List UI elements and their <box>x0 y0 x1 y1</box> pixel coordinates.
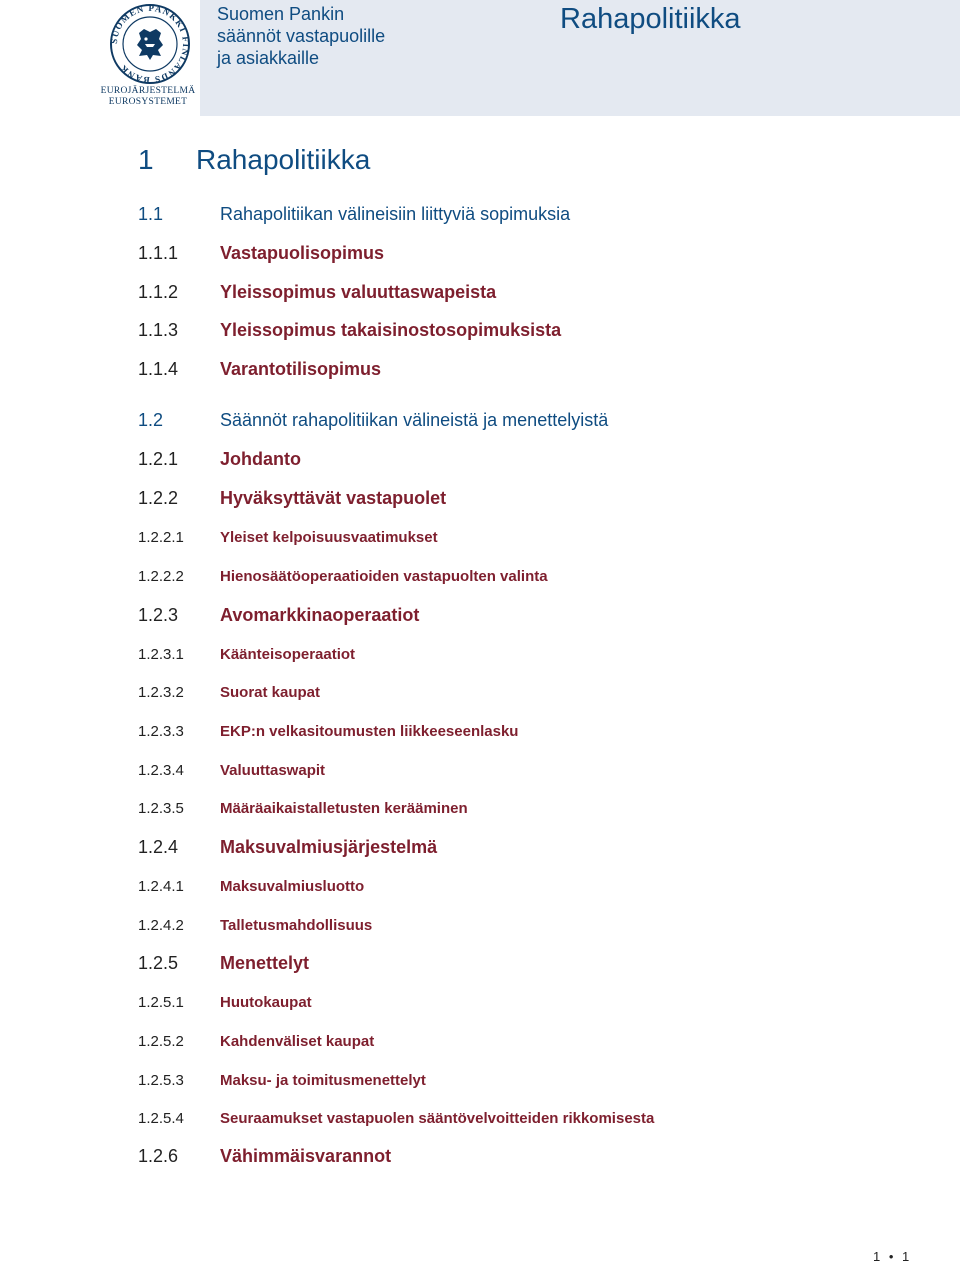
toc-number: 1.2.1 <box>138 449 179 469</box>
toc-title: Talletusmahdollisuus <box>220 917 373 934</box>
toc-number: 1.2.2.1 <box>138 529 184 546</box>
publication-title-line: ja asiakkaille <box>217 48 320 68</box>
toc-title: Johdanto <box>220 449 301 469</box>
toc-title: Käänteisoperaatiot <box>220 646 356 663</box>
toc-number: 1.2.6 <box>138 1146 179 1166</box>
footer-bullet: • <box>888 1249 894 1264</box>
section-name: Rahapolitiikka <box>560 3 741 35</box>
toc-number: 1.2.5.1 <box>138 994 184 1011</box>
toc-number: 1.2.5 <box>138 953 179 973</box>
publication-title-line: Suomen Pankin <box>217 4 345 24</box>
footer-chapter: 1 <box>873 1249 881 1264</box>
page-header <box>0 0 960 116</box>
toc-number: 1.2.5.2 <box>138 1033 184 1050</box>
toc-title: Vastapuolisopimus <box>220 243 385 263</box>
toc-number: 1.2.3 <box>138 605 179 625</box>
toc-number: 1.2.5.4 <box>138 1110 184 1127</box>
toc-title: Yleiset kelpoisuusvaatimukset <box>220 529 438 546</box>
toc-title: Menettelyt <box>220 953 310 973</box>
toc-number: 1 <box>138 144 154 175</box>
publication-title-line: säännöt vastapuolille <box>217 26 386 46</box>
logo-eurosystem-sv: EUROSYSTEMET <box>108 97 188 107</box>
toc-title: Hyväksyttävät vastapuolet <box>220 488 447 508</box>
toc-title: Seuraamukset vastapuolen sääntövelvoitteiden rikkomisesta <box>220 1110 655 1127</box>
toc-title: Vähimmäisvarannot <box>220 1146 392 1166</box>
bank-seal-icon <box>109 3 191 85</box>
page-number <box>873 1249 909 1264</box>
toc-number: 1.2.5.3 <box>138 1072 184 1089</box>
toc-number: 1.2.3.4 <box>138 762 184 779</box>
toc-number: 1.2 <box>138 410 164 430</box>
logo-eurosystem-fi: EUROJÄRJESTELMÄ <box>100 86 196 96</box>
toc-number: 1.2.3.2 <box>138 684 184 701</box>
toc-number: 1.2.4 <box>138 837 179 857</box>
toc-title: Yleissopimus takaisinostosopimuksista <box>220 320 562 340</box>
toc-number: 1.2.3.5 <box>138 800 184 817</box>
toc-title: EKP:n velkasitoumusten liikkeeseenlasku <box>220 723 519 740</box>
toc-title: Yleissopimus valuuttaswapeista <box>220 282 497 302</box>
toc-number: 1.1.4 <box>138 359 179 379</box>
toc-title: Maksuvalmiusjärjestelmä <box>220 837 438 857</box>
toc-number: 1.1.2 <box>138 282 179 302</box>
toc-number: 1.2.3.3 <box>138 723 184 740</box>
toc-number: 1.1.1 <box>138 243 179 263</box>
toc-number: 1.2.3.1 <box>138 646 184 663</box>
bank-logo <box>0 0 200 116</box>
toc-title: Maksuvalmiusluotto <box>220 878 365 895</box>
publication-title <box>217 3 385 69</box>
toc-number: 1.2.2.2 <box>138 568 184 585</box>
toc-title: Hienosäätöoperaatioiden vastapuolten valinta <box>220 568 548 585</box>
toc-number: 1.2.2 <box>138 488 179 508</box>
toc-title: Rahapolitiikan välineisiin liittyviä sopimuksia <box>220 204 571 224</box>
toc-title: Huutokaupat <box>220 994 312 1011</box>
toc-title: Valuuttaswapit <box>220 762 326 779</box>
toc-title: Määräaikaistalletusten kerääminen <box>220 800 468 817</box>
toc-title: Kahdenväliset kaupat <box>220 1033 375 1050</box>
toc-number: 1.1 <box>138 204 164 224</box>
toc-number: 1.2.4.1 <box>138 878 184 895</box>
toc-title: Maksu- ja toimitusmenettelyt <box>220 1072 426 1089</box>
toc-title: Varantotilisopimus <box>220 359 382 379</box>
footer-page: 1 <box>902 1249 910 1264</box>
toc-title: Suorat kaupat <box>220 684 321 701</box>
toc-title: Rahapolitiikka <box>196 144 371 175</box>
seal-ring-text: SUOMEN PANKKI FINLANDS BANK <box>109 3 191 85</box>
toc-number: 1.2.4.2 <box>138 917 184 934</box>
toc-title: Avomarkkinaoperaatiot <box>220 605 420 625</box>
toc-number: 1.1.3 <box>138 320 179 340</box>
toc-title: Säännöt rahapolitiikan välineistä ja menettelyistä <box>220 410 609 430</box>
